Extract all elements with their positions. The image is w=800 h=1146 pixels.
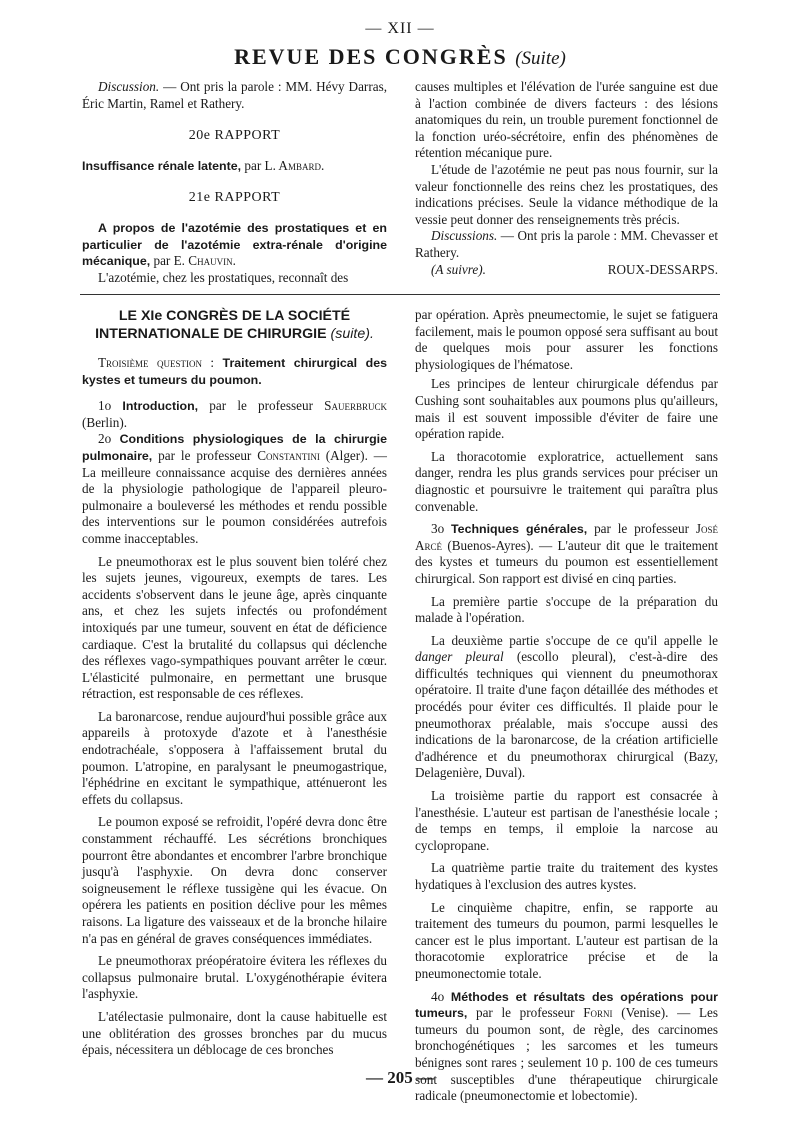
right-column <box>415 307 718 1105</box>
discussion-text: — Ont pris la parole : MM. Hévy Darras, Éric Martin, Ramel et Rathery. <box>82 79 387 111</box>
methodes-text: (Venise). — Les tumeurs du poumon sont, de règle, des carcinomes bronchogénétiques ; les sarcomes et les tumeurs bénignes sont rares ; seulement 10 p. 100 de ces tumeurs sont susceptibles d'une thérapeutique chirurgicale radicale (pneumonectomie et lobectomie). <box>415 1005 718 1104</box>
methodes-number: 4o <box>431 988 451 1004</box>
rapport-21-title-text: A propos de l'azotémie des prostatiques et en particulier de l'azotémie extra-rénale d'origine mécanique, <box>82 220 387 269</box>
techniques-author: José Arcé <box>415 521 718 553</box>
techniques-par: par le professeur <box>587 521 696 537</box>
conditions-paragraph <box>82 431 387 547</box>
troisieme-partie-paragraph: La troisième partie du rapport est consacrée à l'anesthésie. L'auteur est partisan de l'anesthésie locale ; de temps en temps, il emploie la narcose au cyclopropane. <box>415 788 718 853</box>
top-left-column <box>82 79 387 286</box>
techniques-paragraph <box>415 521 718 587</box>
preoperatoire-paragraph: Le pneumothorax préopératoire évitera les réflexes du collapsus pulmonaire brutal. L'oxygénothérapie évitera l'asphyxie. <box>82 953 387 1002</box>
introduction-number: 1o <box>98 398 123 414</box>
rapport-21-heading: 21e RAPPORT <box>188 190 281 206</box>
techniques-text: (Buenos-Ayres). — L'auteur dit que le traitement des kystes et tumeurs du poumon est essentiellement chirurgical. Son rapport est divisé en cinq parties. <box>415 537 718 586</box>
rapport-20-title-text: Insuffisance rénale latente, <box>82 158 242 173</box>
rapport-21-author: E. Chauvin. <box>173 253 236 269</box>
section-title-text: LE XIe CONGRÈS DE LA SOCIÉTÉ INTERNATIONALE DE CHIRURGIE <box>95 308 351 342</box>
discussions-text: — Ont pris la parole : MM. Chevasser et Rathery. <box>415 228 718 260</box>
author-signature: ROUX-DESSARPS. <box>607 261 718 277</box>
a-suivre: (A suivre). <box>431 261 486 277</box>
running-head-title: REVUE DES CONGRÈS <box>234 44 508 69</box>
conditions-text: (Alger). — La meilleure connaissance acquise des dernières années de la physiologie pathologique de l'appareil pleuro-pulmonaire a bouleversé les méthodes et rendu possible des interventions sur le poumon considérées autrefois comme inacceptables. <box>82 447 387 546</box>
azotemie-continued: causes multiples et l'élévation de l'urée sanguine est due à l'action combinée de divers facteurs : des lésions anatomiques du rein, un trouble purement fonctionnel de la fonction uréo-sécrétoire, enfin des phénomènes de rétention mécanique pure. <box>415 79 718 161</box>
left-column <box>82 307 387 1059</box>
section-title-suite: (suite). <box>330 326 374 342</box>
question-heading <box>82 355 387 388</box>
question-label: Troisième question : <box>98 355 215 370</box>
conditions-number: 2o <box>98 431 120 447</box>
azotemie-etude: L'étude de l'azotémie ne peut pas nous fournir, sur la valeur fonctionnelle des reins chez les prostatiques, des indications précises. Seule la vidance méthodique de la vessie peut donner des renseignements très précis. <box>415 161 718 227</box>
question-title: Traitement chirurgical des kystes et tumeurs du poumon. <box>82 356 387 387</box>
top-right-column <box>415 79 718 278</box>
techniques-title: Techniques générales, <box>451 522 588 537</box>
rapport-20-author: L. Ambard. <box>264 157 325 173</box>
premiere-partie-paragraph: La première partie s'occupe de la préparation du malade à l'opération. <box>415 593 718 626</box>
cinquieme-chapitre-paragraph: Le cinquième chapitre, enfin, se rapporte au traitement des tumeurs du poumon, parmi lesquelles le cancer est le plus important. L'auteur est partisan de la thoracotomie exploratrice précise et de la pneumonectomie totale. <box>415 899 718 981</box>
deuxieme-partie-start: La deuxième partie s'occupe de ce qu'il appelle le <box>431 632 718 648</box>
lenteur-paragraph: Les principes de lenteur chirurgicale défendus par Cushing sont souhaitables aux poumons plus qu'ailleurs, mais il est souvent impossible d'éviter de faire une opération rapide. <box>415 376 718 442</box>
methodes-par: par le professeur <box>467 1005 584 1021</box>
rapport-21-title <box>82 220 387 270</box>
techniques-number: 3o <box>431 521 452 537</box>
methodes-author: Forni <box>583 1005 613 1021</box>
danger-pleural: danger pleural <box>415 649 504 665</box>
quatrieme-partie-paragraph: La quatrième partie traite du traitement des kystes hydatiques à l'exclusion des autres kystes. <box>415 860 718 892</box>
conditions-par: par le professeur <box>152 447 258 463</box>
rapport-20-title <box>82 158 387 175</box>
deuxieme-partie-rest: (escollo pleural), c'est-à-dire des difficultés techniques qui viennent du pneumothorax opératoire. Il traite d'une façon détaillée des méthodes et procédés pour éviter ces difficultés. Il plaide pour le pneumothorax préalable, mais s'occupe aussi des indications de la baronarcose, de la création artificielle d'adhérence et du pneumothorax chirurgical (Bazy, Delagenière, Duval). <box>415 649 718 781</box>
conditions-author: Constantini <box>257 447 320 463</box>
discussions-label: Discussions. <box>431 228 498 244</box>
signature-line <box>415 262 718 279</box>
rapport-21-par: par <box>150 253 174 269</box>
pneumothorax-paragraph: Le pneumothorax est le plus souvent bien toléré chez les sujets jeunes, vigoureux, exempts de tares. Les accidents s'observent dans le jeune âge, après cinquante ans, et chez les sujets infectés ou profondément intoxiqués par une tumeur, souvent en état de déficience cardiaque. C'est la brutalité du collapsus qui déclenche des réflexes vago-sympathiques pouvant arrêter le cœur. L'élasticité pulmonaire, en permettant une brusque rétraction, est responsable de ces réflexes. <box>82 553 387 702</box>
running-head <box>0 44 800 70</box>
methodes-title: Méthodes et résultats des opérations pour tumeurs, <box>415 989 718 1021</box>
discussion-paragraph <box>82 79 387 112</box>
introduction-paragraph <box>82 398 387 431</box>
discussion-label: Discussion. <box>98 79 160 94</box>
rapport-20-par: par <box>241 157 265 173</box>
introduction-par: par le professeur <box>198 398 325 414</box>
introduction-author: Sauerbruck <box>324 398 387 414</box>
roman-page-number: — XII — <box>365 20 435 37</box>
deuxieme-partie-paragraph <box>415 633 718 782</box>
conditions-title: Conditions physiologiques de la chirurgie pulmonaire, <box>82 432 387 463</box>
section-title <box>82 307 387 343</box>
introduction-title: Introduction, <box>122 399 199 414</box>
introduction-city: (Berlin). <box>82 414 128 430</box>
atelectasie-paragraph: L'atélectasie pulmonaire, dont la cause habituelle est une oblitération des grosses bronches par du mucus épais, nécessitera un déblocage de ces bronches <box>82 1008 387 1058</box>
page-number: — 205 — <box>366 1068 434 1087</box>
azotemie-paragraph-start: L'azotémie, chez les prostatiques, reconnaît des <box>98 269 349 285</box>
running-head-suite: (Suite) <box>515 48 566 69</box>
discussions-paragraph <box>415 228 718 261</box>
section-divider <box>80 294 720 295</box>
poumon-expose-paragraph: Le poumon exposé se refroidit, l'opéré devra donc être constamment réchauffé. Les sécrétions bronchiques pourront être abondantes et encombrer l'arbre bronchique jusqu'à l'asphyxie. On devra donc conserver soigneusement le réflexe tussigène qui les évacue. On opérera les patients en position déclive pour les mêmes raisons. La ligature des vaisseaux et de la bronche hilaire n'a pas en général de graves conséquences immédiates. <box>82 814 387 946</box>
thoracotomie-paragraph: La thoracotomie exploratrice, actuellement sans danger, rendra les plus grands services pour préciser un diagnostic et poursuivre le traitement qui paraîtra plus convenable. <box>415 448 718 514</box>
baronarcose-paragraph: La baronarcose, rendue aujourd'hui possible grâce aux appareils à protoxyde d'azote et à l'anesthésie endotrachéale, s'opposera à l'affaissement brutal du poumon. L'atropine, en paralysant le pneumogastrique, l'éphédrine en excitant le sympathique, atténueront les effets du collapsus. <box>82 708 387 807</box>
operation-continued: par opération. Après pneumectomie, le sujet se fatiguera facilement, mais le poumon opposé sera suffisant au bout de quelques mois pour assurer les fonctions physiologiques de l'hématose. <box>415 307 718 372</box>
rapport-20-heading: 20e RAPPORT <box>188 128 281 144</box>
